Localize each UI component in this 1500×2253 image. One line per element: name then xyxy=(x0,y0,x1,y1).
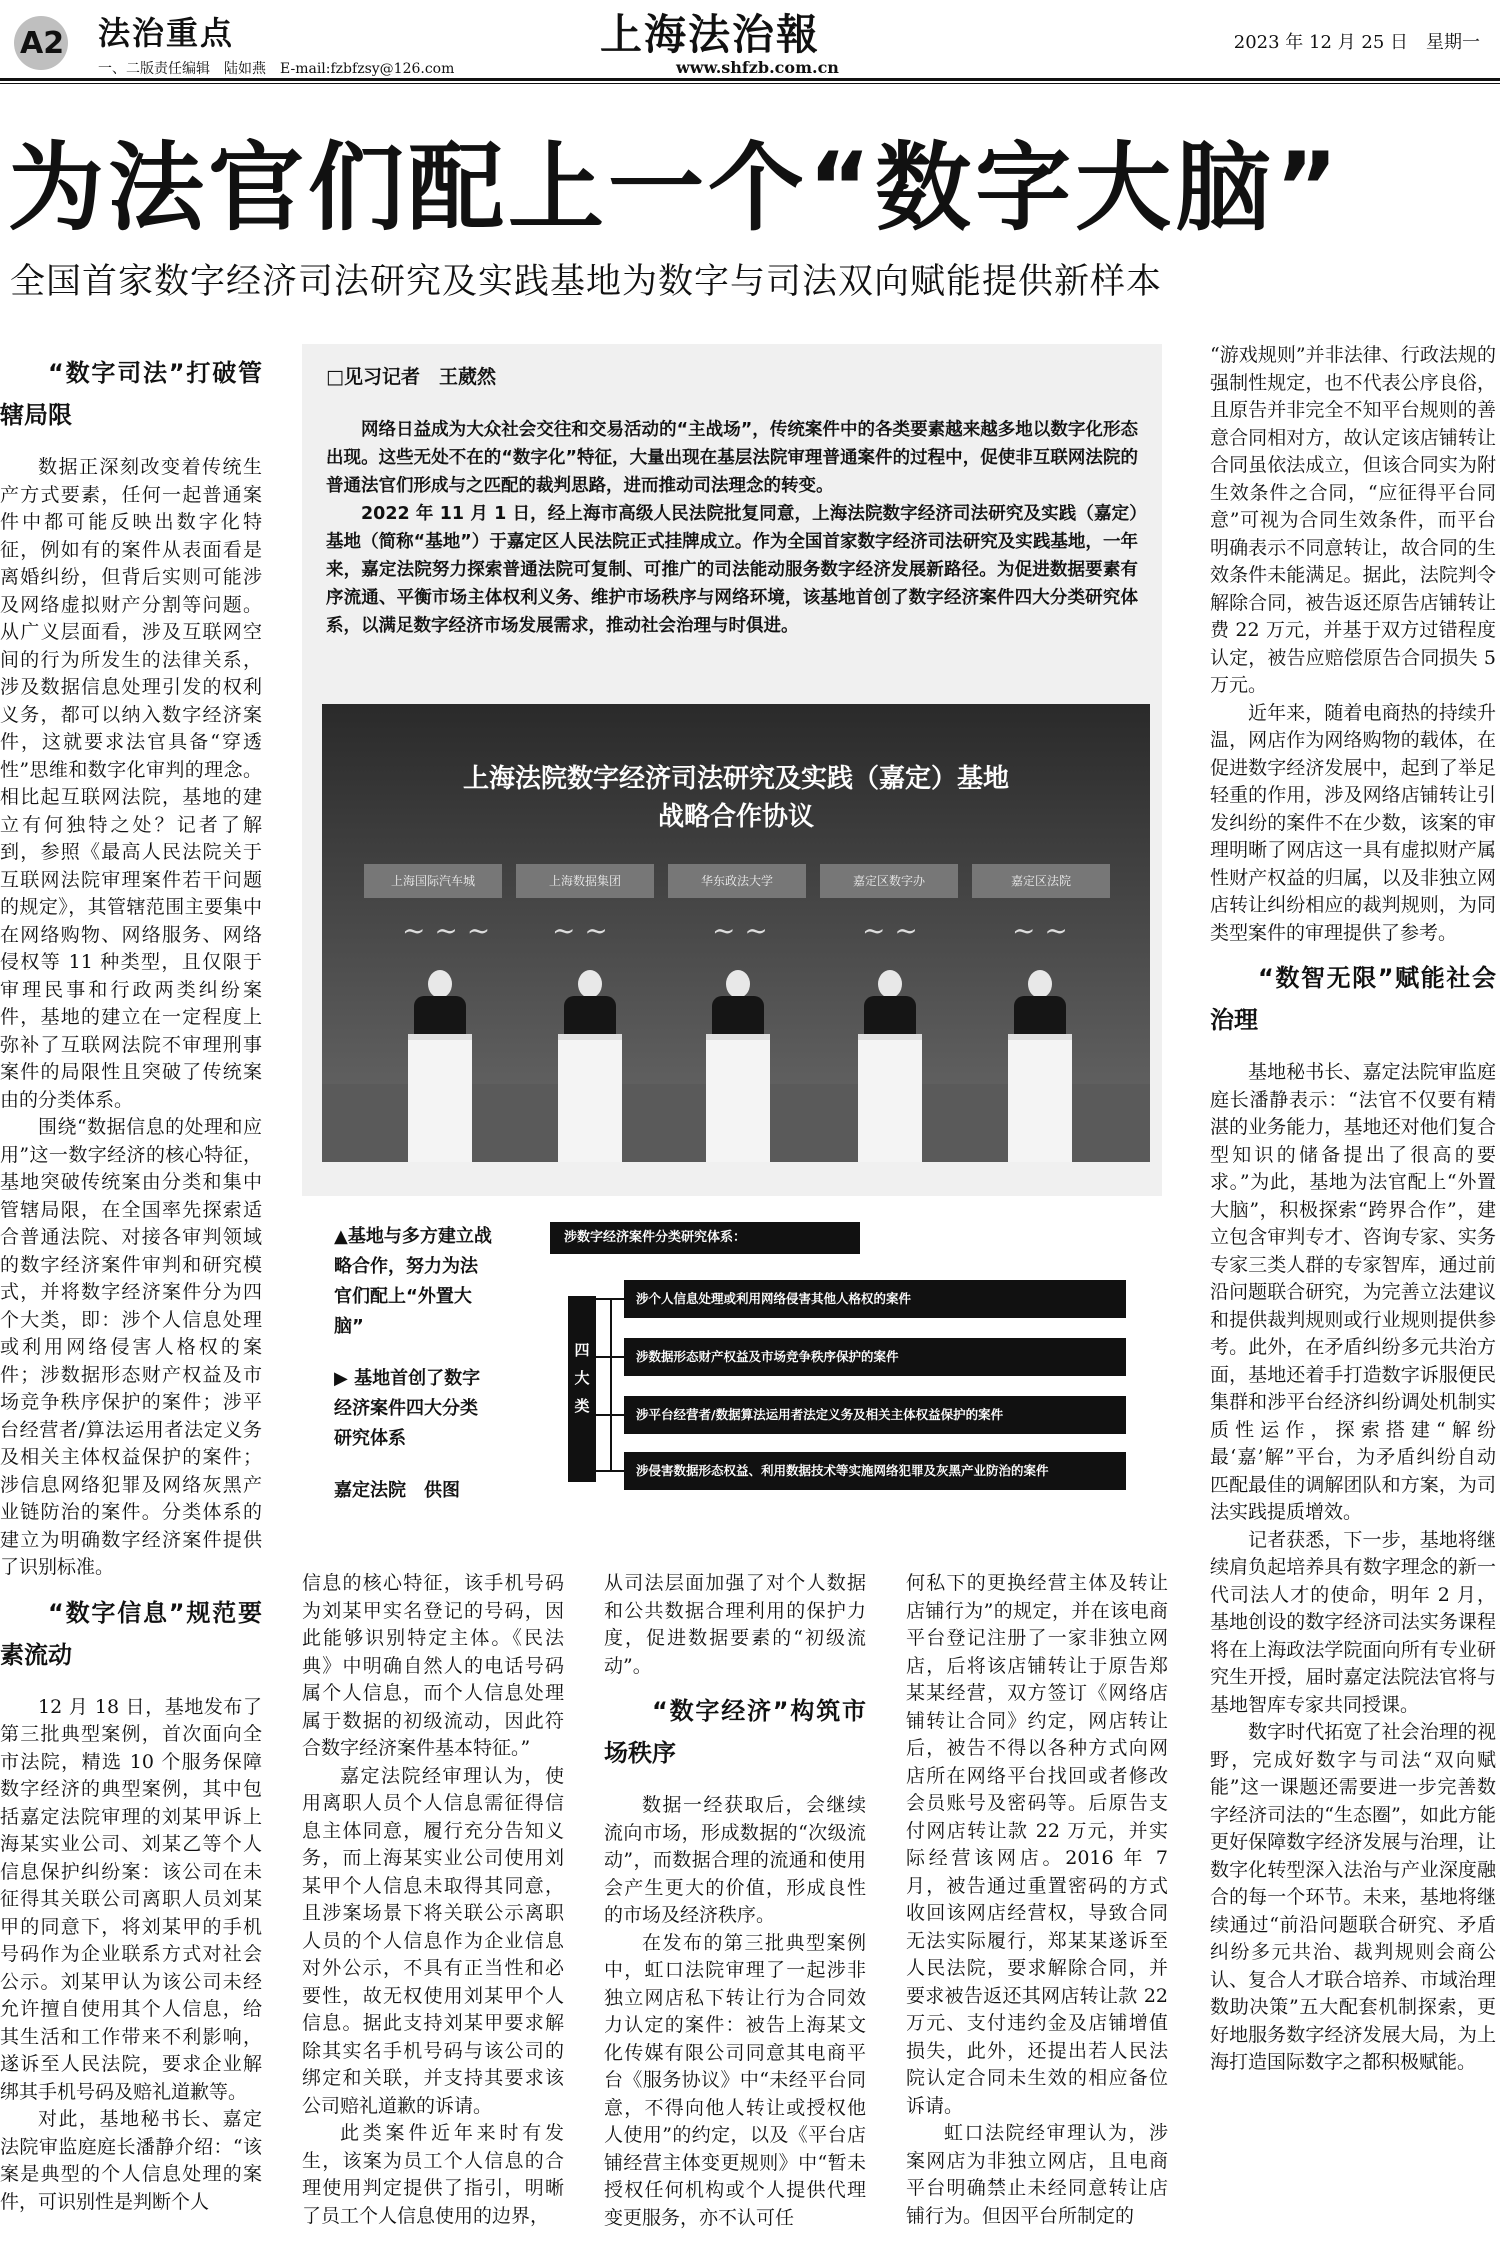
paragraph: 记者获悉，下一步，基地将继续肩负起培养具有数字理念的新一代司法人才的使命，明年 2 月，基地创设的数字经济司法实务课程将在上海政法学院面向所有专业研究生开授，届时嘉定法院法官将与基地智库专家共同授课。 xyxy=(1210,1528,1496,1716)
section-heading: “数字经济”构筑市场秩序 xyxy=(604,1697,866,1767)
paragraph: 数据一经获取后，会继续流向市场，形成数据的“次级流动”，而数据合理的流通和使用会产生更大的价值，形成良性的市场及经济秩序。 xyxy=(604,1794,866,1926)
byline: □见习记者 王葳然 xyxy=(326,366,496,388)
page-badge xyxy=(14,8,74,64)
diagram-category: 涉个人信息处理或利用网络侵害其他人格权的案件 xyxy=(624,1280,1126,1318)
signature-graphic: ~ ~ xyxy=(552,914,608,947)
paragraph: 从司法层面加强了对个人数据和公共数据合理利用的保护力度，促进数据要素的“初级流动”。 xyxy=(604,1572,866,1677)
paragraph: 数字时代拓宽了社会治理的视野，完成好数字与司法“双向赋能”这一课题还需要进一步完善数字经济司法的“生态圈”，如此方能更好保障数字经济发展与治理，让数字化转型深入法治与产业深度融合的每一个环节。未来，基地将继续通过“前沿问题联合研究、矛盾纠纷多元共治、裁判规则会商公认、复合人才联合培养、市域治理数助决策”五大配套机制探索，更好地服务数字经济发展大局，为上海打造国际数字之都积极赋能。 xyxy=(1210,1721,1496,2073)
screen-title-line-2: 战略合作协议 xyxy=(657,802,814,832)
column-2 xyxy=(302,1570,564,2230)
diagram-caption: ▶ 基地首创了数字经济案件四大分类研究体系 xyxy=(334,1368,481,1449)
signature-graphic: ~ ~ ~ xyxy=(402,914,491,947)
masthead-rule-thin xyxy=(0,83,1500,84)
signature-graphic: ~ ~ xyxy=(1012,914,1068,947)
subheadline: 全国首家数字经济司法研究及实践基地为数字与司法双向赋能提供新样本 xyxy=(10,262,1163,302)
podium xyxy=(408,1034,472,1162)
website-url[interactable]: www.shfzb.com.cn xyxy=(676,58,839,77)
column-1 xyxy=(0,342,262,2216)
paragraph: 在发布的第三批典型案例中，虹口法院审理了一起涉非独立网店私下转让行为合同效力认定的案件：被告上海某文化传媒有限公司同意其电商平台《服务协议》中“未经平台同意，不得向他人转让或授权他人使用”的约定，以及《平台店铺经营主体变更规则》中“暂未授权任何机构或个人提供代理变更服务，亦不认可任 xyxy=(604,1931,866,2229)
lead-paragraph: 网络日益成为大众社会交往和交易活动的“主战场”，传统案件中的各类要素越来越多地以数字化形态出现。这些无处不在的“数字化”特征，大量出现在基层法院审理普通案件的过程中，促使非互联网法院的普通法官们形成与之匹配的裁判思路，进而推动司法理念的转变。 xyxy=(326,420,1138,496)
column-5 xyxy=(1210,342,1496,2077)
diagram-connector xyxy=(596,1470,624,1472)
figure-head xyxy=(428,970,452,998)
paragraph: 数据正深刻改变着传统生产方式要素，任何一起普通案件中都可能反映出数字化特征，例如有的案件从表面看是离婚纠纷，但背后实则可能涉及网络虚拟财产分割等问题。从广义层面看，涉及互联网空间的行为所发生的法律关系，涉及数据信息处理引发的权利义务，都可以纳入数字经济案件，这就要求法官具备“穿透性”思维和数字化审判的理念。相比起互联网法院，基地的建立有何独特之处？记者了解到，参照《最高人民法院关于互联网法院审理案件若干问题的规定》，其管辖范围主要集中在网络购物、网络服务、网络侵权等 11 种类型，且仅限于审理民事和行政两类纠纷案件，基地的建立在一定程度上弥补了互联网法院不审理刑事案件的局限性且突破了传统案由的分类体系。 xyxy=(0,456,262,1111)
podium xyxy=(1008,1034,1072,1162)
diagram-category: 涉侵害数据形态权益、利用数据技术等实施网络犯罪及灰黑产业防治的案件 xyxy=(624,1452,1126,1490)
signature-graphic: ~ ~ xyxy=(712,914,768,947)
section-heading: “数字信息”规范要素流动 xyxy=(0,1598,262,1669)
section-title: 法治重点 xyxy=(98,14,235,52)
partner-label: 华东政法大学 xyxy=(668,864,806,898)
screen-title xyxy=(322,760,1150,836)
podium xyxy=(558,1034,622,1162)
figure-head xyxy=(878,970,902,998)
lead-paragraph: 2022 年 11 月 1 日，经上海市高级人民法院批复同意，上海法院数字经济司法研究及实践（嘉定）基地（简称“基地”）于嘉定区人民法院正式挂牌成立。作为全国首家数字经济司法研究及实践基地，一年来，嘉定法院努力探索普通法院可复制、可推广的司法能动服务数字经济发展新路径。为促进数据要素有序流通、平衡市场主体权利义务、维护市场秩序与网络环境，该基地首创了数字经济案件四大分类研究体系，以满足数字经济市场发展需求，推动社会治理与时俱进。 xyxy=(326,504,1138,636)
paragraph: 嘉定法院经审理认为，使用离职人员个人信息需征得信息主体同意，履行充分告知义务，而上海某实业公司使用刘某甲个人信息未取得其同意，且涉案场景下将关联公示离职人员的个人信息作为企业信息对外公示，不具有正当性和必要性，故无权使用刘某甲个人信息。据此支持刘某甲要求解除其实名手机号码与该公司的绑定和关联，并支持其要求该公司赔礼道歉的诉请。 xyxy=(302,1764,564,2117)
lead-text xyxy=(326,416,1138,640)
paragraph: 12 月 18 日，基地发布了第三批典型案例，首次面向全市法院，精选 10 个服务保障数字经济的典型案例，其中包括嘉定法院审理的刘某甲诉上海某实业公司、刘某乙等个人信息保护纠纷案：该公司在未征得其关联公司离职人员刘某甲的同意下，将刘某甲的手机号码作为企业联系方式对社会公示。刘某甲认为该公司未经允许擅自使用其个人信息，给其生活和工作带来不利影响，遂诉至人民法院，要求企业解绑其手机号码及赔礼道歉等。 xyxy=(0,1695,262,2103)
diagram-group-label: 四大类 xyxy=(568,1296,596,1482)
partner-label: 上海国际汽车城 xyxy=(364,864,502,898)
paragraph: 围绕“数据信息的处理和应用”这一数字经济的核心特征，基地突破传统案由分类和集中管辖局限，在全国率先探索适合普通法院、对接各审判领域的数字经济案件审判和研究模式，并将数字经济案件分为四个大类，即：涉个人信息处理或利用网络侵害人格权的案件；涉数据形态财产权益及市场竞争秩序保护的案件；涉平台经营者/算法运用者法定义务及相关主体权益保护的案件；涉信息网络犯罪及网络灰黑产业链防治的案件。分类体系的建立为明确数字经济案件提供了识别标准。 xyxy=(0,1116,262,1578)
diagram-connector xyxy=(610,1298,612,1470)
figure-head xyxy=(726,970,750,998)
issue-date: 2023 年 12 月 25 日 星期一 xyxy=(1233,32,1480,53)
column-3 xyxy=(604,1570,866,2232)
partner-label: 嘉定区法院 xyxy=(972,864,1110,898)
paragraph: 对此，基地秘书长、嘉定法院审监庭庭长潘静介绍：“该案是典型的个人信息处理的案件，可识别性是判断个人 xyxy=(0,2108,262,2213)
photo-caption: ▲基地与多方建立战略合作，努力为法官们配上“外置大脑” xyxy=(334,1226,492,1337)
podium xyxy=(858,1034,922,1162)
page-number: A2 xyxy=(20,26,65,61)
section-heading: “数智无限”赋能社会治理 xyxy=(1210,964,1496,1034)
paragraph: 信息的核心特征，该手机号码为刘某甲实名登记的号码，因此能够识别特定主体。《民法典》中明确自然人的电话号码属个人信息，而个人信息处理属于数据的初级流动，因此符合数字经济案件基本特征。” xyxy=(302,1572,564,1759)
paragraph: 基地秘书长、嘉定法院审监庭庭长潘静表示：“法官不仅要有精湛的业务能力，基地还对他们复合型知识的储备提出了很高的要求。”为此，基地为法官配上“外置大脑”，积极探索“跨界合作”，建立包含审判专才、咨询专家、实务专家三类人群的专家智库，通过前沿问题联合研究，为完善立法建议和提供裁判规则或行业规则提供参考。此外，在矛盾纠纷多元共治方面，基地还着手打造数字诉服便民集群和涉平台经济纠纷调处机制实质性运作，探索搭建“解纷最‘嘉’解”平台，为矛盾纠纷自动匹配最佳的调解团队和方案，为司法实践提质增效。 xyxy=(1210,1061,1496,1523)
section-heading: “数字司法”打破管辖局限 xyxy=(0,359,262,429)
masthead-rule xyxy=(0,78,1500,81)
classification-diagram xyxy=(530,1196,1142,1540)
diagram-title: 涉数字经济案件分类研究体系： xyxy=(550,1222,860,1254)
figure-head xyxy=(1028,970,1052,998)
screen-title-line-1: 上海法院数字经济司法研究及实践（嘉定）基地 xyxy=(462,764,1009,794)
photo-credit: 嘉定法院 供图 xyxy=(334,1480,460,1501)
diagram-connector xyxy=(596,1414,624,1416)
signature-graphic: ~ ~ xyxy=(862,914,918,947)
headline: 为法官们配上一个“数字大脑” xyxy=(8,132,1343,244)
diagram-connector xyxy=(596,1298,624,1300)
diagram-category: 涉平台经营者/数据算法运用者法定义务及相关主体权益保护的案件 xyxy=(624,1396,1126,1434)
paragraph: 虹口法院经审理认为，涉案网店为非独立网店，且电商平台明确禁止未经同意转让店铺行为。但因平台所制定的 xyxy=(906,2122,1168,2227)
partner-label: 嘉定区数字办 xyxy=(820,864,958,898)
signing-ceremony-photo xyxy=(322,704,1150,1162)
image-caption xyxy=(334,1222,494,1528)
paragraph: “游戏规则”并非法律、行政法规的强制性规定，也不代表公序良俗，且原告并非完全不知平台规则的善意合同相对方，故认定该店铺转让合同虽依法成立，但该合同实为附生效条件之合同，“应征得平台同意”可视为合同生效条件，而平台明确表示不同意转让，故合同的生效条件未能满足。据此，法院判令解除合同，被告返还原告店铺转让费 22 万元，并基于双方过错程度认定，被告应赔偿原告合同损失 5 万元。 xyxy=(1210,344,1496,696)
podium xyxy=(706,1034,770,1162)
paragraph: 何私下的更换经营主体及转让店铺行为”的规定，并在该电商平台登记注册了一家非独立网店，后将该店铺转让于原告郑某某经营，双方签订《网络店铺转让合同》约定，网店转让后，被告不得以各种方式向网店所在网络平台找回或者修改会员账号及密码等。后原告支付网店转让款 22 万元，并实际经营该网店。2016 年 7 月，被告通过重置密码的方式收回该网店经营权，导致合同无法实际履行，郑某某遂诉至人民法院，要求解除合同，并要求被告返还其网店转让款 22 万元、支付违约金及店铺增值损失，此外，还提出若人民法院认定合同未生效的相应备位诉请。 xyxy=(906,1572,1168,2117)
newspaper-name: 上海法治報 xyxy=(600,10,821,59)
paragraph: 此类案件近年来时有发生，该案为员工个人信息的合理使用判定提供了指引，明晰了员工个人信息使用的边界， xyxy=(302,2122,564,2227)
editor-line: 一、二版责任编辑 陆如燕 E-mail:fzbfzsy@126.com xyxy=(98,61,455,77)
paragraph: 近年来，随着电商热的持续升温，网店作为网络购物的载体，在促进数字经济发展中，起到了举足轻重的作用，涉及网络店铺转让引发纠纷的案件不在少数，该案的审理明晰了网店这一具有虚拟财产属性财产权益的归属，以及非独立网店转让纠纷相应的裁判规则，为同类型案件的审理提供了参考。 xyxy=(1210,701,1496,944)
column-4 xyxy=(906,1570,1168,2230)
diagram-connector xyxy=(596,1356,624,1358)
partner-label: 上海数据集团 xyxy=(516,864,654,898)
figure-head xyxy=(578,970,602,998)
masthead xyxy=(0,0,1500,80)
diagram-category: 涉数据形态财产权益及市场竞争秩序保护的案件 xyxy=(624,1338,1126,1376)
